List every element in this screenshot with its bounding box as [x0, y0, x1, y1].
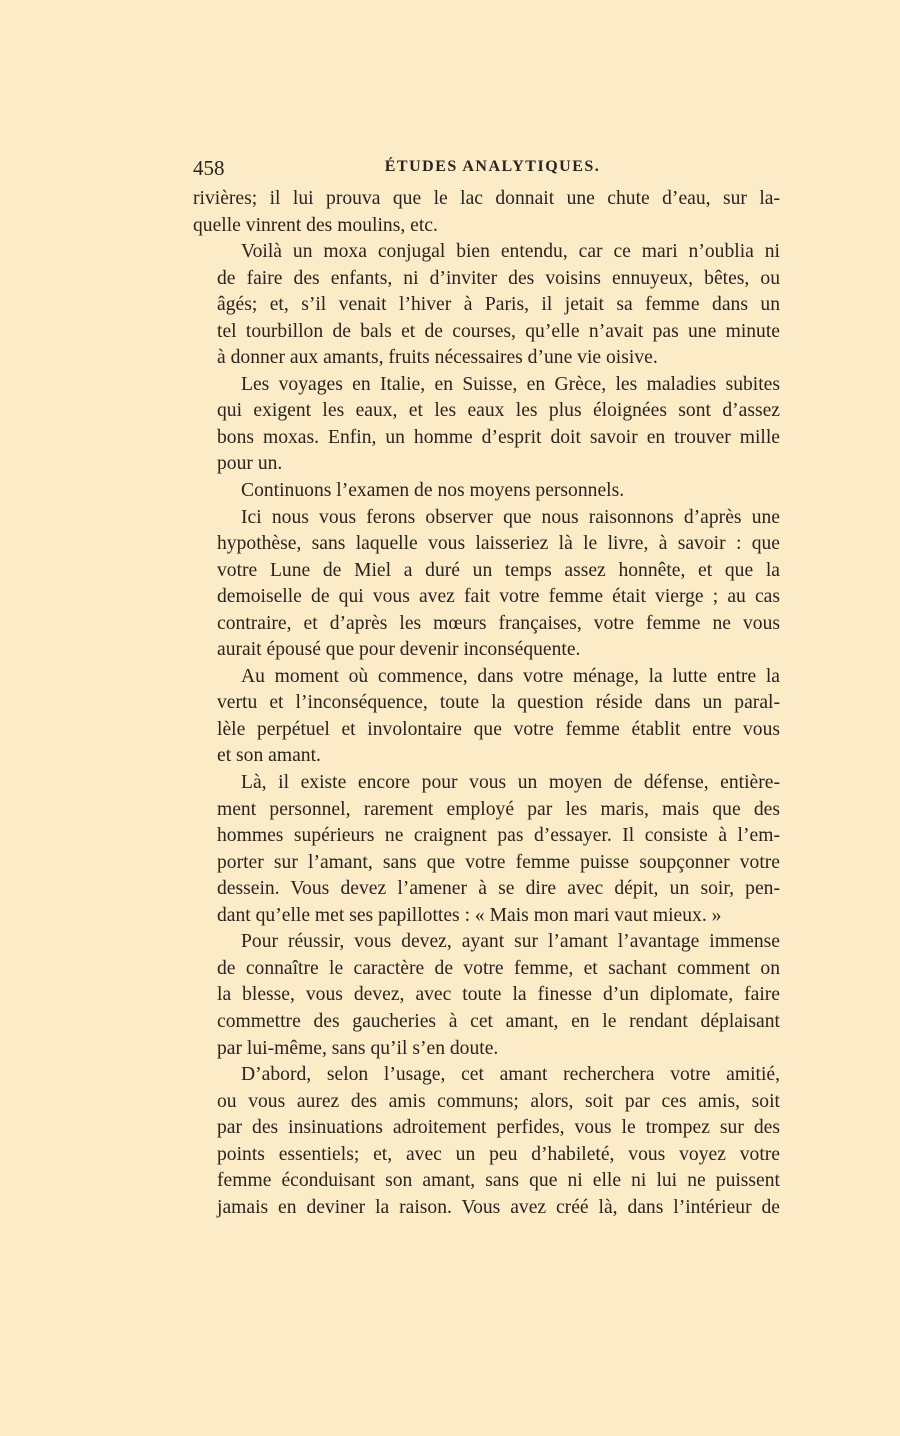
- running-title: ÉTUDES ANALYTIQUES.: [384, 158, 601, 175]
- paragraph: [193, 929, 780, 1062]
- text-line: femme éconduisant son amant, sans que ni elle ni lui ne puissent: [217, 1170, 780, 1192]
- paragraph: [193, 770, 780, 929]
- page-number: 458: [193, 156, 225, 180]
- text-line: dessein. Vous devez l’amener à se dire avec dépit, un soir, pen-: [217, 878, 780, 900]
- text-line: demoiselle de qui vous avez fait votre femme était vierge ; au cas: [217, 586, 780, 608]
- text-line: à donner aux amants, fruits nécessaires d’une vie oisive.: [217, 347, 658, 369]
- text-line: Au moment où commence, dans votre ménage, la lutte entre la: [241, 665, 780, 687]
- paragraph: [193, 239, 780, 372]
- text-line: lèle perpétuel et involontaire que votre femme établit entre vous: [217, 718, 780, 740]
- paragraph: [193, 664, 780, 770]
- text-line: la blesse, vous devez, avec toute la finesse d’un diplomate, faire: [217, 984, 780, 1006]
- book-page: [193, 156, 780, 1221]
- text-line: aurait épousé que pour devenir inconséquente.: [217, 639, 581, 661]
- text-line: ment personnel, rarement employé par les maris, mais que des: [217, 798, 780, 820]
- paragraph: [193, 1062, 780, 1221]
- text-line: vertu et l’inconséquence, toute la question réside dans un paral-: [217, 692, 780, 714]
- paragraph: [193, 505, 780, 664]
- text-line: ou vous aurez des amis communs; alors, soit par ces amis, soit: [217, 1090, 780, 1112]
- text-line: Là, il existe encore pour vous un moyen de défense, entière-: [241, 772, 780, 794]
- text-line: de connaître le caractère de votre femme, et sachant comment on: [217, 957, 780, 979]
- text-line: quelle vinrent des moulins, etc.: [193, 214, 438, 236]
- text-line: hommes supérieurs ne craignent pas d’essayer. Il consiste à l’em-: [217, 825, 780, 847]
- text-line: pour un.: [217, 453, 283, 475]
- running-head: [193, 156, 780, 186]
- text-line: porter sur l’amant, sans que votre femme puisse soupçonner votre: [217, 851, 780, 873]
- paragraph: [193, 478, 780, 505]
- text-line: âgés; et, s’il venait l’hiver à Paris, il jetait sa femme dans un: [217, 294, 780, 316]
- text-line: votre Lune de Miel a duré un temps assez honnête, et que la: [217, 559, 780, 581]
- text-line: commettre des gaucheries à cet amant, en le rendant déplaisant: [217, 1010, 780, 1032]
- body-text: [193, 186, 780, 1221]
- text-line: et son amant.: [217, 745, 321, 767]
- text-line: par des insinuations adroitement perfides, vous le trompez sur des: [217, 1117, 780, 1139]
- text-line: hypothèse, sans laquelle vous laisseriez là le livre, à savoir : que: [217, 533, 780, 555]
- text-line: tel tourbillon de bals et de courses, qu’elle n’avait pas une minute: [217, 320, 780, 342]
- text-line: bons moxas. Enfin, un homme d’esprit doit savoir en trouver mille: [217, 426, 780, 448]
- text-line: contraire, et d’après les mœurs françaises, votre femme ne vous: [217, 612, 780, 634]
- text-line: qui exigent les eaux, et les eaux les plus éloignées sont d’assez: [217, 400, 780, 422]
- paragraph: [193, 372, 780, 478]
- text-line: rivières; il lui prouva que le lac donnait une chute d’eau, sur la-: [193, 188, 780, 209]
- text-line: de faire des enfants, ni d’inviter des voisins ennuyeux, bêtes, ou: [217, 267, 780, 289]
- text-line: jamais en deviner la raison. Vous avez créé là, dans l’intérieur de: [217, 1196, 780, 1218]
- text-line: Voilà un moxa conjugal bien entendu, car ce mari n’oublia ni: [241, 241, 780, 263]
- text-line: dant qu’elle met ses papillottes : « Mais mon mari vaut mieux. »: [217, 904, 722, 926]
- text-line: Les voyages en Italie, en Suisse, en Grèce, les maladies subites: [241, 373, 780, 395]
- text-line: par lui-même, sans qu’il s’en doute.: [217, 1037, 499, 1059]
- text-line: Pour réussir, vous devez, ayant sur l’amant l’avantage immense: [241, 931, 780, 953]
- continued-paragraph: [193, 186, 780, 239]
- text-line: D’abord, selon l’usage, cet amant recherchera votre amitié,: [241, 1064, 780, 1086]
- text-line: Continuons l’examen de nos moyens personnels.: [241, 480, 625, 502]
- text-line: points essentiels; et, avec un peu d’habileté, vous voyez votre: [217, 1143, 780, 1165]
- text-line: Ici nous vous ferons observer que nous raisonnons d’après une: [241, 506, 780, 528]
